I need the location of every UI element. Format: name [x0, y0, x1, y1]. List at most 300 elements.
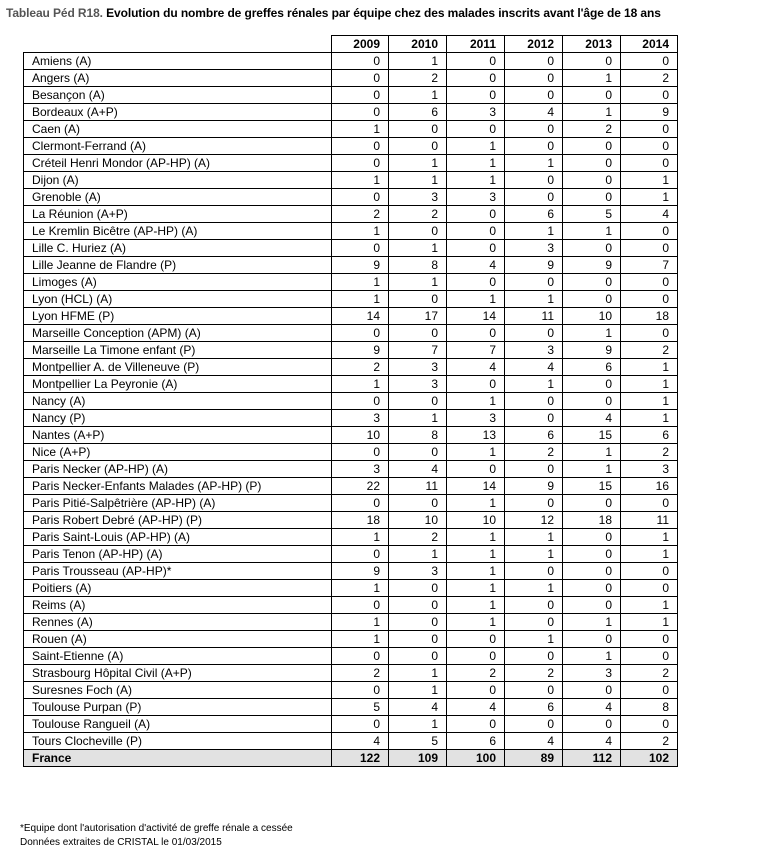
value-cell: 0 [332, 70, 389, 87]
value-cell: 1 [389, 716, 447, 733]
team-name-cell: Saint-Etienne (A) [24, 648, 332, 665]
value-cell: 1 [505, 529, 563, 546]
value-cell: 10 [447, 512, 505, 529]
value-cell: 0 [563, 291, 621, 308]
value-cell: 9 [332, 257, 389, 274]
value-cell: 4 [332, 733, 389, 750]
value-cell: 0 [389, 631, 447, 648]
header-year: 2014 [621, 36, 678, 53]
value-cell: 0 [447, 631, 505, 648]
value-cell: 13 [447, 427, 505, 444]
value-cell: 1 [621, 529, 678, 546]
value-cell: 112 [563, 750, 621, 767]
value-cell: 0 [505, 87, 563, 104]
table-row [24, 240, 678, 257]
value-cell: 2 [332, 206, 389, 223]
value-cell: 0 [505, 682, 563, 699]
table-row [24, 342, 678, 359]
value-cell: 6 [447, 733, 505, 750]
team-name-cell: Poitiers (A) [24, 580, 332, 597]
value-cell: 2 [389, 529, 447, 546]
value-cell: 0 [332, 716, 389, 733]
value-cell: 1 [389, 682, 447, 699]
value-cell: 0 [563, 682, 621, 699]
value-cell: 0 [389, 495, 447, 512]
table-row [24, 410, 678, 427]
value-cell: 1 [389, 172, 447, 189]
value-cell: 12 [505, 512, 563, 529]
value-cell: 14 [447, 478, 505, 495]
value-cell: 17 [389, 308, 447, 325]
value-cell: 0 [447, 461, 505, 478]
value-cell: 3 [389, 359, 447, 376]
value-cell: 0 [389, 325, 447, 342]
value-cell: 1 [621, 410, 678, 427]
team-name-cell: Montpellier A. de Villeneuve (P) [24, 359, 332, 376]
table-row [24, 87, 678, 104]
value-cell: 0 [505, 325, 563, 342]
value-cell: 2 [447, 665, 505, 682]
value-cell: 0 [332, 546, 389, 563]
value-cell: 0 [563, 580, 621, 597]
value-cell: 109 [389, 750, 447, 767]
value-cell: 0 [505, 274, 563, 291]
value-cell: 0 [332, 138, 389, 155]
value-cell: 1 [621, 189, 678, 206]
table-row [24, 461, 678, 478]
value-cell: 2 [621, 444, 678, 461]
value-cell: 2 [332, 359, 389, 376]
value-cell: 2 [563, 121, 621, 138]
header-row [24, 36, 678, 53]
team-name-cell: Nice (A+P) [24, 444, 332, 461]
value-cell: 1 [332, 580, 389, 597]
team-name-cell: Paris Robert Debré (AP-HP) (P) [24, 512, 332, 529]
team-name-cell: Tours Clocheville (P) [24, 733, 332, 750]
value-cell: 7 [447, 342, 505, 359]
value-cell: 9 [332, 563, 389, 580]
value-cell: 4 [563, 733, 621, 750]
value-cell: 1 [389, 410, 447, 427]
value-cell: 5 [332, 699, 389, 716]
value-cell: 1 [332, 274, 389, 291]
table-row [24, 376, 678, 393]
value-cell: 0 [447, 87, 505, 104]
value-cell: 1 [332, 529, 389, 546]
value-cell: 10 [389, 512, 447, 529]
table-row [24, 478, 678, 495]
value-cell: 0 [447, 121, 505, 138]
header-year: 2012 [505, 36, 563, 53]
team-name-cell: Lille Jeanne de Flandre (P) [24, 257, 332, 274]
value-cell: 4 [621, 206, 678, 223]
value-cell: 4 [447, 257, 505, 274]
value-cell: 4 [505, 733, 563, 750]
team-name-cell: Le Kremlin Bicêtre (AP-HP) (A) [24, 223, 332, 240]
table-row [24, 546, 678, 563]
team-name-cell: Nancy (P) [24, 410, 332, 427]
value-cell: 0 [563, 274, 621, 291]
value-cell: 0 [563, 87, 621, 104]
value-cell: 1 [621, 614, 678, 631]
value-cell: 3 [505, 240, 563, 257]
value-cell: 1 [505, 291, 563, 308]
value-cell: 0 [332, 240, 389, 257]
value-cell: 1 [447, 597, 505, 614]
team-name-cell: Amiens (A) [24, 53, 332, 70]
value-cell: 2 [505, 444, 563, 461]
value-cell: 1 [563, 614, 621, 631]
value-cell: 1 [563, 444, 621, 461]
team-name-cell: Marseille La Timone enfant (P) [24, 342, 332, 359]
table-row [24, 172, 678, 189]
value-cell: 5 [563, 206, 621, 223]
value-cell: 0 [505, 138, 563, 155]
table-row [24, 495, 678, 512]
value-cell: 0 [563, 53, 621, 70]
value-cell: 1 [621, 172, 678, 189]
value-cell: 4 [389, 699, 447, 716]
table-row [24, 325, 678, 342]
value-cell: 0 [389, 580, 447, 597]
value-cell: 0 [621, 648, 678, 665]
team-name-cell: Nantes (A+P) [24, 427, 332, 444]
value-cell: 1 [447, 563, 505, 580]
table-row [24, 529, 678, 546]
value-cell: 18 [621, 308, 678, 325]
value-cell: 1 [447, 495, 505, 512]
value-cell: 0 [621, 121, 678, 138]
value-cell: 1 [505, 580, 563, 597]
value-cell: 1 [332, 631, 389, 648]
footnote-ceased-activity: *Equipe dont l'autorisation d'activité de greffe rénale a cessée [20, 823, 293, 834]
value-cell: 4 [447, 699, 505, 716]
table-row [24, 631, 678, 648]
value-cell: 1 [447, 444, 505, 461]
value-cell: 4 [447, 359, 505, 376]
value-cell: 1 [389, 665, 447, 682]
table-row [24, 733, 678, 750]
value-cell: 1 [563, 461, 621, 478]
value-cell: 11 [621, 512, 678, 529]
value-cell: 0 [563, 529, 621, 546]
value-cell: 9 [505, 478, 563, 495]
value-cell: 3 [332, 410, 389, 427]
value-cell: 1 [505, 631, 563, 648]
value-cell: 0 [563, 189, 621, 206]
value-cell: 0 [332, 682, 389, 699]
value-cell: 1 [505, 376, 563, 393]
value-cell: 14 [332, 308, 389, 325]
value-cell: 102 [621, 750, 678, 767]
value-cell: 0 [447, 325, 505, 342]
value-cell: 0 [563, 393, 621, 410]
value-cell: 0 [621, 716, 678, 733]
value-cell: 3 [621, 461, 678, 478]
value-cell: 0 [505, 189, 563, 206]
team-name-cell: Paris Trousseau (AP-HP)* [24, 563, 332, 580]
value-cell: 0 [505, 121, 563, 138]
value-cell: 16 [621, 478, 678, 495]
team-name-cell: Paris Tenon (AP-HP) (A) [24, 546, 332, 563]
value-cell: 0 [505, 410, 563, 427]
value-cell: 0 [447, 376, 505, 393]
table-row [24, 427, 678, 444]
value-cell: 0 [332, 325, 389, 342]
value-cell: 15 [563, 427, 621, 444]
table-row [24, 223, 678, 240]
value-cell: 11 [505, 308, 563, 325]
value-cell: 1 [563, 223, 621, 240]
value-cell: 1 [447, 614, 505, 631]
header-year: 2013 [563, 36, 621, 53]
value-cell: 0 [563, 138, 621, 155]
value-cell: 6 [621, 427, 678, 444]
value-cell: 0 [621, 223, 678, 240]
value-cell: 5 [389, 733, 447, 750]
value-cell: 2 [332, 665, 389, 682]
value-cell: 11 [389, 478, 447, 495]
value-cell: 18 [563, 512, 621, 529]
value-cell: 0 [447, 648, 505, 665]
value-cell: 0 [332, 597, 389, 614]
value-cell: 14 [447, 308, 505, 325]
value-cell: 122 [332, 750, 389, 767]
table-row [24, 189, 678, 206]
team-name-cell: Lille C. Huriez (A) [24, 240, 332, 257]
value-cell: 0 [505, 563, 563, 580]
value-cell: 1 [505, 546, 563, 563]
value-cell: 18 [332, 512, 389, 529]
value-cell: 0 [447, 274, 505, 291]
team-name-cell: Nancy (A) [24, 393, 332, 410]
value-cell: 0 [447, 53, 505, 70]
team-name-cell: Besançon (A) [24, 87, 332, 104]
team-name-cell: Paris Saint-Louis (AP-HP) (A) [24, 529, 332, 546]
total-row [24, 750, 678, 767]
team-name-cell: Marseille Conception (APM) (A) [24, 325, 332, 342]
table-row [24, 206, 678, 223]
value-cell: 6 [505, 427, 563, 444]
value-cell: 0 [563, 172, 621, 189]
value-cell: 9 [621, 104, 678, 121]
value-cell: 0 [563, 376, 621, 393]
value-cell: 1 [447, 138, 505, 155]
value-cell: 1 [447, 529, 505, 546]
value-cell: 3 [389, 376, 447, 393]
value-cell: 3 [332, 461, 389, 478]
value-cell: 0 [447, 240, 505, 257]
value-cell: 2 [621, 665, 678, 682]
value-cell: 1 [332, 223, 389, 240]
value-cell: 9 [332, 342, 389, 359]
value-cell: 1 [447, 546, 505, 563]
value-cell: 0 [389, 121, 447, 138]
table-row [24, 512, 678, 529]
value-cell: 4 [563, 699, 621, 716]
value-cell: 7 [389, 342, 447, 359]
value-cell: 1 [563, 648, 621, 665]
table-row [24, 291, 678, 308]
table-row [24, 274, 678, 291]
grafts-table [23, 35, 678, 767]
value-cell: 0 [621, 631, 678, 648]
value-cell: 1 [447, 155, 505, 172]
value-cell: 1 [447, 393, 505, 410]
table-row [24, 257, 678, 274]
value-cell: 0 [563, 716, 621, 733]
header-year: 2009 [332, 36, 389, 53]
value-cell: 0 [505, 172, 563, 189]
team-name-cell: Paris Necker (AP-HP) (A) [24, 461, 332, 478]
value-cell: 1 [621, 376, 678, 393]
table-row [24, 614, 678, 631]
value-cell: 8 [389, 257, 447, 274]
value-cell: 1 [389, 274, 447, 291]
team-name-cell: Angers (A) [24, 70, 332, 87]
team-name-cell: Lyon HFME (P) [24, 308, 332, 325]
value-cell: 1 [447, 580, 505, 597]
team-name-cell: La Réunion (A+P) [24, 206, 332, 223]
value-cell: 0 [621, 495, 678, 512]
team-name-cell: Bordeaux (A+P) [24, 104, 332, 121]
value-cell: 1 [505, 223, 563, 240]
value-cell: 6 [563, 359, 621, 376]
value-cell: 0 [332, 393, 389, 410]
value-cell: 0 [505, 597, 563, 614]
value-cell: 0 [621, 155, 678, 172]
value-cell: 0 [621, 240, 678, 257]
value-cell: 6 [505, 206, 563, 223]
table-row [24, 53, 678, 70]
value-cell: 0 [505, 70, 563, 87]
team-name-cell: Suresnes Foch (A) [24, 682, 332, 699]
value-cell: 6 [505, 699, 563, 716]
value-cell: 1 [389, 155, 447, 172]
value-cell: 0 [332, 53, 389, 70]
footnote-data-source: Données extraites de CRISTAL le 01/03/2015 [20, 837, 222, 848]
table-row [24, 121, 678, 138]
value-cell: 0 [621, 325, 678, 342]
value-cell: 0 [389, 291, 447, 308]
value-cell: 0 [332, 444, 389, 461]
value-cell: 0 [389, 597, 447, 614]
value-cell: 0 [563, 597, 621, 614]
value-cell: 1 [389, 53, 447, 70]
value-cell: 7 [621, 257, 678, 274]
value-cell: 0 [389, 223, 447, 240]
table-title [6, 6, 661, 20]
team-name-cell: Toulouse Purpan (P) [24, 699, 332, 716]
value-cell: 0 [505, 614, 563, 631]
team-name-cell: Rouen (A) [24, 631, 332, 648]
value-cell: 4 [389, 461, 447, 478]
value-cell: 1 [389, 546, 447, 563]
value-cell: 0 [332, 189, 389, 206]
value-cell: 0 [621, 274, 678, 291]
value-cell: 1 [332, 172, 389, 189]
value-cell: 0 [563, 563, 621, 580]
team-name-cell: Paris Necker-Enfants Malades (AP-HP) (P) [24, 478, 332, 495]
value-cell: 89 [505, 750, 563, 767]
table-row [24, 155, 678, 172]
value-cell: 1 [389, 240, 447, 257]
value-cell: 0 [447, 682, 505, 699]
value-cell: 2 [621, 733, 678, 750]
value-cell: 0 [332, 648, 389, 665]
value-cell: 1 [621, 546, 678, 563]
value-cell: 0 [332, 87, 389, 104]
header-corner [24, 36, 332, 53]
team-name-cell: Dijon (A) [24, 172, 332, 189]
value-cell: 3 [389, 563, 447, 580]
team-name-cell: Limoges (A) [24, 274, 332, 291]
value-cell: 8 [389, 427, 447, 444]
value-cell: 0 [621, 53, 678, 70]
value-cell: 3 [505, 342, 563, 359]
value-cell: 9 [505, 257, 563, 274]
value-cell: 1 [563, 70, 621, 87]
value-cell: 1 [505, 155, 563, 172]
table-title-label: Tableau Péd R18. [6, 6, 103, 20]
value-cell: 0 [389, 138, 447, 155]
table-row [24, 138, 678, 155]
value-cell: 1 [447, 172, 505, 189]
table-row [24, 699, 678, 716]
value-cell: 0 [563, 631, 621, 648]
value-cell: 0 [332, 155, 389, 172]
value-cell: 2 [621, 342, 678, 359]
value-cell: 0 [621, 563, 678, 580]
value-cell: 1 [332, 376, 389, 393]
team-name-cell: Caen (A) [24, 121, 332, 138]
header-year: 2010 [389, 36, 447, 53]
value-cell: 0 [389, 614, 447, 631]
value-cell: 0 [505, 495, 563, 512]
header-year: 2011 [447, 36, 505, 53]
value-cell: 0 [621, 87, 678, 104]
value-cell: 0 [505, 461, 563, 478]
value-cell: 10 [563, 308, 621, 325]
value-cell: 3 [447, 104, 505, 121]
table-row [24, 70, 678, 87]
value-cell: 1 [332, 614, 389, 631]
value-cell: 0 [447, 223, 505, 240]
value-cell: 1 [563, 104, 621, 121]
table-row [24, 308, 678, 325]
table-row [24, 563, 678, 580]
value-cell: 0 [621, 291, 678, 308]
value-cell: 2 [389, 70, 447, 87]
value-cell: 4 [563, 410, 621, 427]
table-row [24, 359, 678, 376]
value-cell: 4 [505, 104, 563, 121]
team-name-cell: Rennes (A) [24, 614, 332, 631]
value-cell: 1 [447, 291, 505, 308]
value-cell: 0 [505, 393, 563, 410]
value-cell: 22 [332, 478, 389, 495]
value-cell: 100 [447, 750, 505, 767]
team-name-cell: Montpellier La Peyronie (A) [24, 376, 332, 393]
team-name-cell: Lyon (HCL) (A) [24, 291, 332, 308]
value-cell: 1 [621, 359, 678, 376]
value-cell: 4 [505, 359, 563, 376]
value-cell: 0 [447, 206, 505, 223]
value-cell: 8 [621, 699, 678, 716]
value-cell: 0 [389, 648, 447, 665]
table-row [24, 716, 678, 733]
value-cell: 0 [505, 648, 563, 665]
